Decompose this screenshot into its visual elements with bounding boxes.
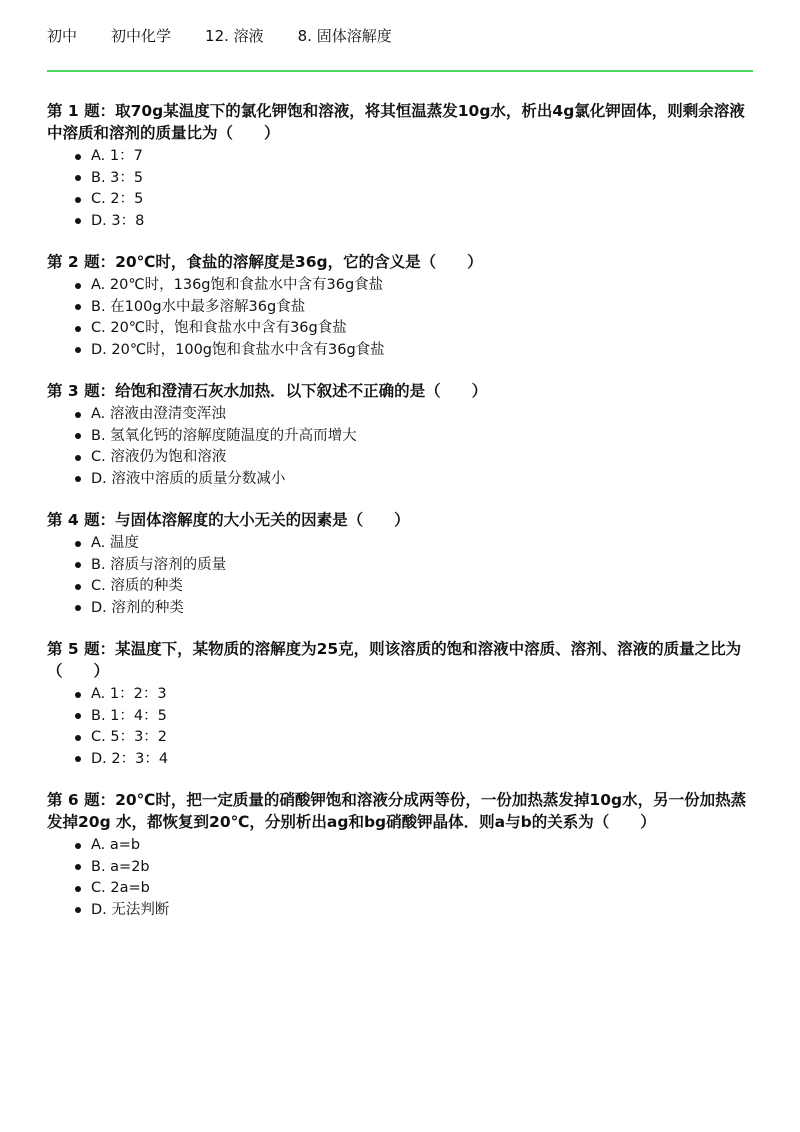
bullet-icon <box>75 756 81 762</box>
question-text: 给饱和澄清石灰水加热．以下叙述不正确的是（ ） <box>115 382 488 400</box>
option-text: C. 溶液仍为饱和溶液 <box>91 449 227 465</box>
bullet-icon <box>75 304 81 310</box>
option-text: D. 2：3：4 <box>91 750 169 767</box>
bullet-icon <box>75 455 81 461</box>
option-text: D. 20℃时，100g饱和食盐水中含有36g食盐 <box>91 341 385 358</box>
option-text: B. 1：4：5 <box>91 707 167 724</box>
question-number: 第 6 题： <box>47 791 116 809</box>
option-list <box>47 533 753 619</box>
option-d <box>47 900 753 922</box>
question-stem <box>47 509 753 531</box>
option-text: B. 氢氧化钙的溶解度随温度的升高而增大 <box>91 427 357 444</box>
option-b <box>47 706 753 728</box>
question-number: 第 5 题： <box>47 640 116 658</box>
option-d <box>47 469 753 491</box>
question-text: 取70g某温度下的氯化钾饱和溶液，将其恒温蒸发10g水，析出4g氯化钾固体，则剩余溶液中溶质和溶剂的质量比为（ ） <box>47 102 745 142</box>
option-text: C. 20℃时，饱和食盐水中含有36g食盐 <box>91 320 347 336</box>
question-text: 与固体溶解度的大小无关的因素是（ ） <box>115 511 410 529</box>
bullet-icon <box>75 713 81 719</box>
question-2 <box>47 251 753 361</box>
option-a <box>47 275 753 297</box>
breadcrumb-section[interactable]: 8. 固体溶解度 <box>297 26 392 45</box>
option-text: A. 溶液由澄清变浑浊 <box>91 406 226 422</box>
question-text: 20℃时，把一定质量的硝酸钾饱和溶液分成两等份，一份加热蒸发掉10g水，另一份加热蒸发掉20g 水，都恢复到20℃，分别析出ag和bg硝酸钾晶体．则a与b的关系为（ ） <box>47 791 747 831</box>
option-d <box>47 749 753 771</box>
option-list <box>47 275 753 361</box>
option-c <box>47 189 753 211</box>
question-1 <box>47 100 753 232</box>
question-text: 20℃时，食盐的溶解度是36g，它的含义是（ ） <box>115 253 483 271</box>
option-a <box>47 684 753 706</box>
question-3 <box>47 380 753 490</box>
question-4 <box>47 509 753 619</box>
option-text: D. 溶液中溶质的质量分数减小 <box>91 470 286 487</box>
question-number: 第 4 题： <box>47 511 116 529</box>
bullet-icon <box>75 735 81 741</box>
option-d <box>47 598 753 620</box>
breadcrumb <box>47 0 753 72</box>
question-stem <box>47 100 753 144</box>
option-text: A. 20℃时，136g饱和食盐水中含有36g食盐 <box>91 277 384 293</box>
option-b <box>47 555 753 577</box>
bullet-icon <box>75 864 81 870</box>
question-number: 第 1 题： <box>47 102 116 120</box>
option-text: C. 2：5 <box>91 191 144 207</box>
bullet-icon <box>75 476 81 482</box>
option-text: B. 溶质与溶剂的质量 <box>91 556 227 573</box>
bullet-icon <box>75 907 81 913</box>
option-text: C. 2a=b <box>91 880 150 896</box>
breadcrumb-chapter[interactable]: 12. 溶液 <box>205 26 264 45</box>
option-list <box>47 684 753 770</box>
option-text: B. 3：5 <box>91 169 144 186</box>
question-number: 第 3 题： <box>47 382 116 400</box>
bullet-icon <box>75 541 81 547</box>
option-text: A. 温度 <box>91 535 139 551</box>
option-c <box>47 318 753 340</box>
bullet-icon <box>75 886 81 892</box>
option-a <box>47 835 753 857</box>
question-stem <box>47 638 753 682</box>
bullet-icon <box>75 562 81 568</box>
option-c <box>47 447 753 469</box>
option-text: A. 1：2：3 <box>91 686 167 702</box>
option-text: C. 溶质的种类 <box>91 578 183 594</box>
option-list <box>47 404 753 490</box>
question-text: 某温度下，某物质的溶解度为25克，则该溶质的饱和溶液中溶质、溶剂、溶液的质量之比为（ ） <box>47 640 742 680</box>
question-stem <box>47 789 753 833</box>
option-text: A. a=b <box>91 837 141 853</box>
option-text: B. 在100g水中最多溶解36g食盐 <box>91 298 306 315</box>
option-a <box>47 404 753 426</box>
question-number: 第 2 题： <box>47 253 116 271</box>
bullet-icon <box>75 843 81 849</box>
question-5 <box>47 638 753 770</box>
option-a <box>47 146 753 168</box>
bullet-icon <box>75 347 81 353</box>
option-b <box>47 168 753 190</box>
option-b <box>47 426 753 448</box>
option-text: D. 无法判断 <box>91 901 170 918</box>
option-list <box>47 835 753 921</box>
option-list <box>47 146 753 232</box>
option-text: B. a=2b <box>91 858 150 875</box>
bullet-icon <box>75 154 81 160</box>
header-divider <box>47 70 753 72</box>
bullet-icon <box>75 175 81 181</box>
option-b <box>47 857 753 879</box>
option-c <box>47 878 753 900</box>
question-stem <box>47 380 753 402</box>
bullet-icon <box>75 605 81 611</box>
option-text: C. 5：3：2 <box>91 729 168 745</box>
bullet-icon <box>75 197 81 203</box>
breadcrumb-subject[interactable]: 初中化学 <box>111 26 172 45</box>
question-stem <box>47 251 753 273</box>
option-d <box>47 211 753 233</box>
option-text: A. 1：7 <box>91 148 143 164</box>
bullet-icon <box>75 218 81 224</box>
bullet-icon <box>75 692 81 698</box>
option-a <box>47 533 753 555</box>
breadcrumb-level-stage[interactable]: 初中 <box>47 26 78 45</box>
option-c <box>47 727 753 749</box>
bullet-icon <box>75 433 81 439</box>
question-6 <box>47 789 753 921</box>
bullet-icon <box>75 326 81 332</box>
question-list <box>47 100 753 921</box>
bullet-icon <box>75 283 81 289</box>
option-b <box>47 297 753 319</box>
option-text: D. 溶剂的种类 <box>91 599 184 616</box>
bullet-icon <box>75 584 81 590</box>
option-d <box>47 340 753 362</box>
option-c <box>47 576 753 598</box>
option-text: D. 3：8 <box>91 212 145 229</box>
bullet-icon <box>75 412 81 418</box>
